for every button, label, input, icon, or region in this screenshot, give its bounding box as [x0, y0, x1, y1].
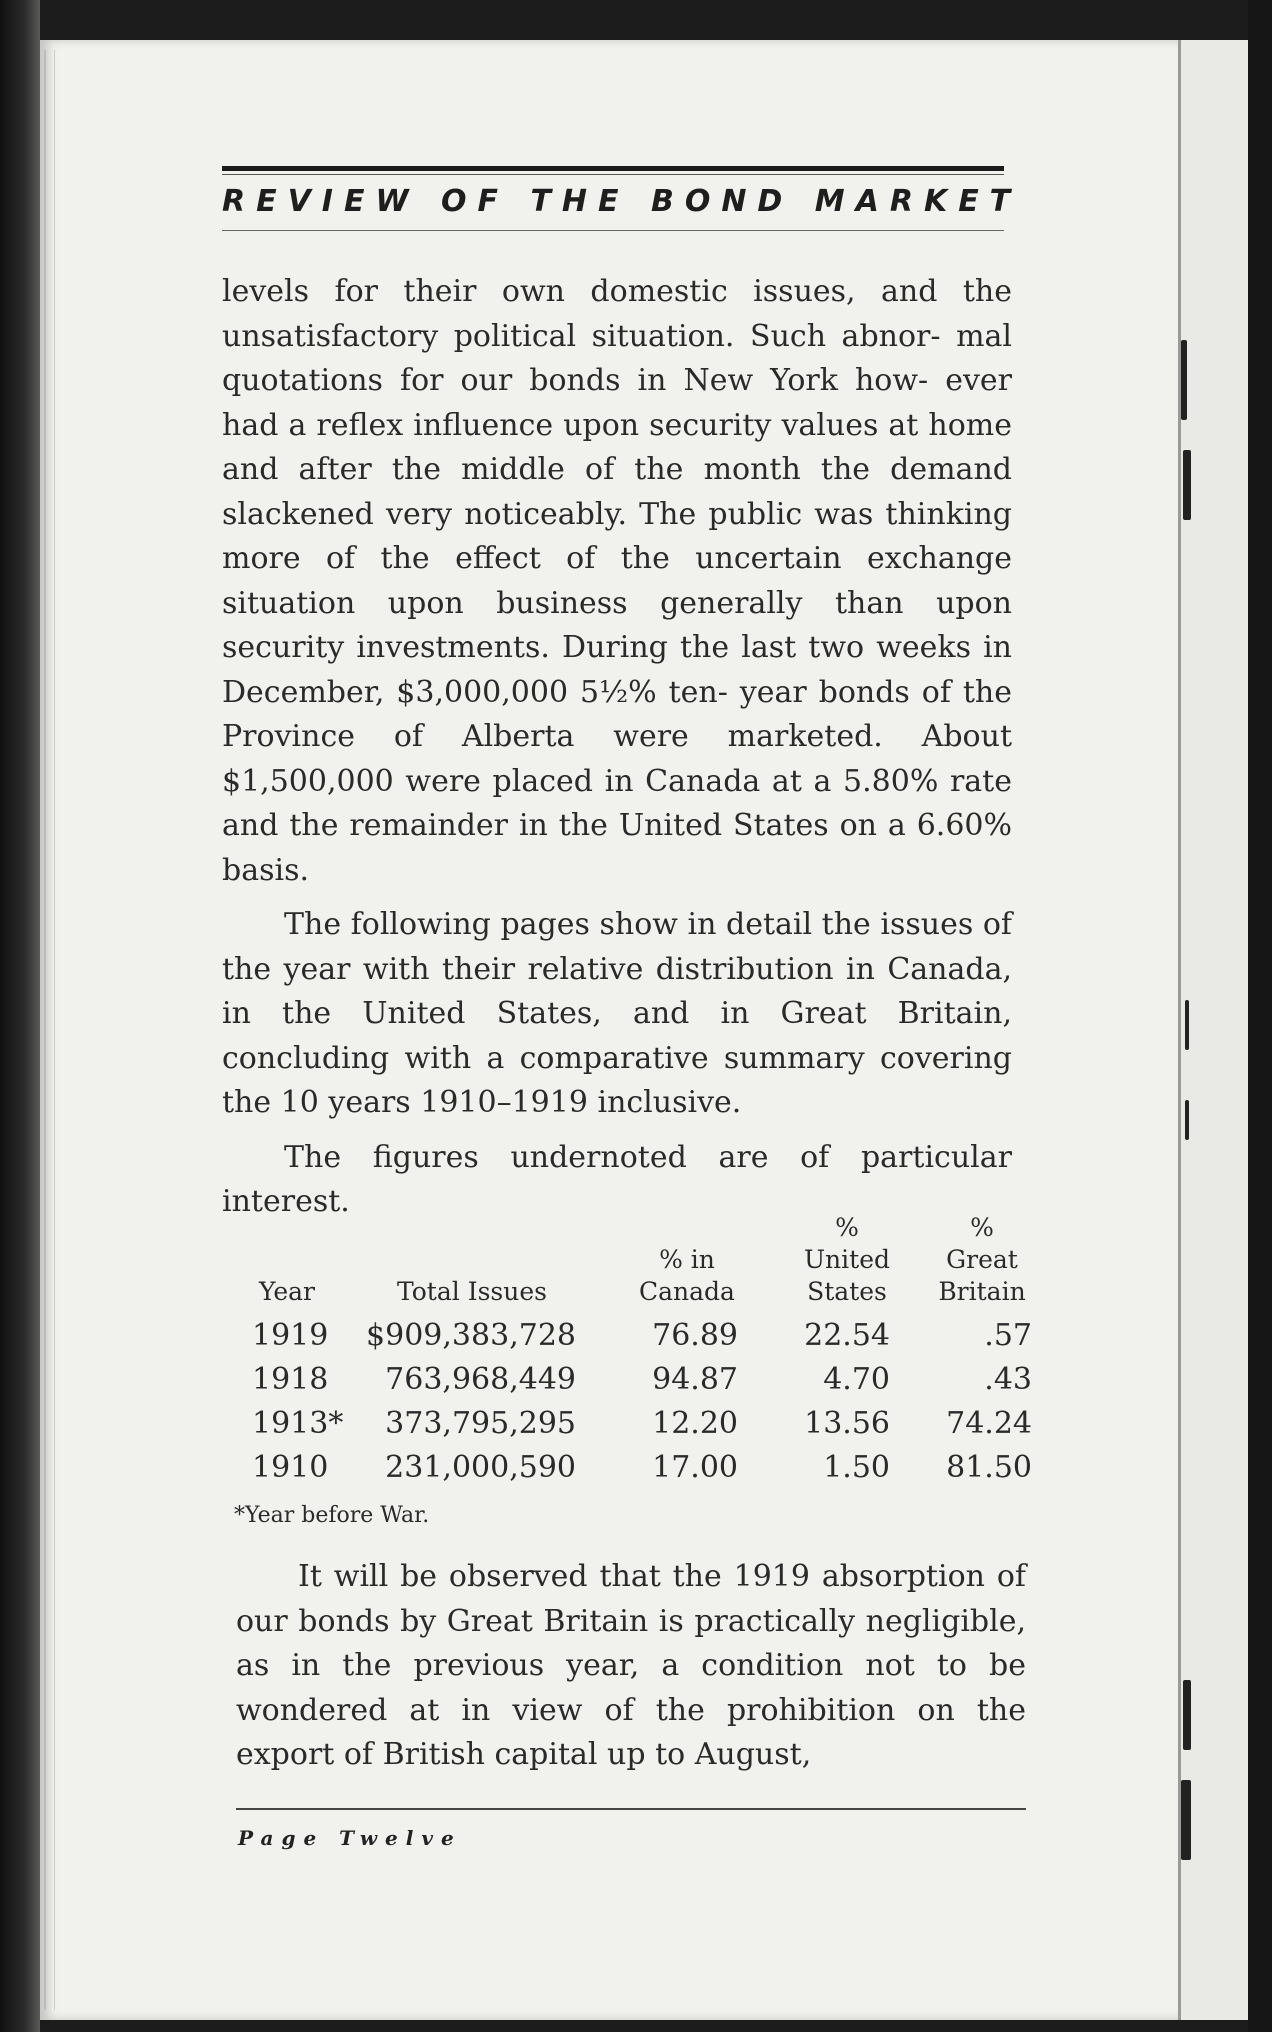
cell-gb: 74.24	[946, 1406, 1032, 1441]
text-line: two weeks in December, $3,000,000 5½% ten-	[222, 630, 1013, 710]
text-line: interest.	[222, 1184, 350, 1219]
edge-mark	[1183, 1680, 1191, 1750]
header-us-line1: %	[835, 1213, 859, 1242]
cell-total: $909,383,728	[366, 1318, 576, 1353]
cell-us: 4.70	[823, 1362, 890, 1397]
cell-gb: 81.50	[946, 1450, 1032, 1485]
edge-mark	[1185, 1100, 1189, 1140]
cell-canada: 17.00	[652, 1450, 738, 1485]
cell-gb: .57	[984, 1318, 1032, 1353]
cell-us: 1.50	[823, 1450, 890, 1485]
edge-mark	[1183, 450, 1191, 520]
footer-rule	[236, 1808, 1026, 1810]
text-line: year bonds of the Province of Alberta were	[222, 674, 1012, 754]
header-total-issues: Total Issues	[397, 1277, 547, 1306]
cell-us: 22.54	[804, 1318, 890, 1353]
header-rule-thin	[222, 174, 1004, 175]
text-line: of the year with their relative distribution in	[222, 907, 1012, 987]
cell-canada: 76.89	[652, 1318, 738, 1353]
table-footnote: *Year before War.	[234, 1503, 430, 1528]
header-gb-line3: Britain	[938, 1277, 1026, 1306]
header-us-line3: States	[807, 1277, 887, 1306]
table-row	[232, 1318, 1032, 1362]
paragraph-4	[236, 1555, 1026, 1778]
cell-year: 1913*	[252, 1406, 344, 1441]
cell-canada: 12.20	[652, 1406, 738, 1441]
header-canada-line1: % in	[659, 1245, 715, 1274]
text-line: Canada at a 5.80% rate and the remainder in	[222, 763, 1012, 843]
cell-year: 1918	[252, 1362, 329, 1397]
text-line: covering the 10 years 1910–1919 inclusive.	[222, 1040, 1012, 1120]
text-line: The figures undernoted are of particular	[284, 1139, 1012, 1175]
scan-left-border	[0, 0, 40, 2032]
text-line: demand slackened very noticeably. The public	[222, 452, 1012, 532]
cell-us: 13.56	[804, 1406, 890, 1441]
text-line: not to be wondered at in view of the prohibition	[236, 1648, 1026, 1728]
text-line: Britain, concluding with a comparative summary	[222, 996, 1012, 1076]
text-line: negligible, as in the previous year, a condition	[236, 1603, 1026, 1683]
header-year: Year	[259, 1277, 315, 1306]
text-line: Canada, in the United States, and in Great	[222, 951, 1012, 1031]
table-row	[232, 1450, 1032, 1494]
paragraph-1	[222, 270, 1012, 893]
text-line: The following pages show in detail the issues	[284, 907, 983, 942]
running-header	[222, 166, 1022, 236]
cell-total: 231,000,590	[385, 1450, 576, 1485]
text-line: unsatisfactory political situation. Such abnor-	[222, 318, 957, 354]
main-text-continued	[236, 1555, 1026, 1778]
cell-year: 1919	[252, 1318, 329, 1353]
header-us-line2: United	[803, 1245, 890, 1274]
text-line: on the export of British capital up to August,	[236, 1692, 1026, 1772]
table-row	[232, 1362, 1032, 1406]
text-line: home and after the middle of the month the	[222, 407, 1012, 487]
scan-right-border	[1248, 0, 1272, 2032]
text-line: levels for their own domestic issues, and the	[222, 274, 1012, 309]
cell-canada: 94.87	[652, 1362, 738, 1397]
cell-gb: .43	[984, 1362, 1032, 1397]
header-rule-thick	[222, 166, 1004, 171]
text-line: marketed. About $1,500,000 were placed in	[222, 719, 1012, 799]
text-line: ever had a reflex influence upon security values at	[222, 363, 1012, 443]
text-line: mal quotations for our bonds in New York how-	[222, 318, 1012, 398]
page-edges	[44, 50, 55, 2010]
text-line: of our bonds by Great Britain is practically	[236, 1559, 1026, 1639]
header-canada-line2: Canada	[639, 1277, 735, 1306]
cell-year: 1910	[252, 1450, 329, 1485]
page-number: Page Twelve	[238, 1826, 462, 1850]
header-title: REVIEW OF THE BOND MARKET	[222, 184, 1022, 219]
table-row	[232, 1406, 1032, 1450]
header-gb-line1: %	[970, 1213, 994, 1242]
text-line: exchange situation upon business generally than	[222, 541, 1012, 621]
edge-mark	[1181, 1780, 1191, 1860]
adjacent-page-edge	[1178, 40, 1251, 2020]
header-gb-line2: Great	[946, 1245, 1018, 1274]
main-text	[222, 270, 1012, 1225]
paragraph-2	[222, 903, 1012, 1126]
text-line: upon security investments. During the last	[222, 585, 1012, 665]
edge-mark	[1181, 340, 1187, 420]
header-rule-bottom	[222, 230, 1004, 231]
edge-mark	[1185, 1000, 1189, 1050]
cell-total: 763,968,449	[385, 1362, 576, 1397]
text-line: was thinking more of the effect of the uncertain	[222, 496, 1012, 576]
table-header	[232, 1200, 1032, 1310]
cell-total: 373,795,295	[385, 1406, 576, 1441]
text-line: It will be observed that the 1919 absorption	[298, 1559, 997, 1594]
text-line: the United States on a 6.60% basis.	[222, 808, 1012, 888]
